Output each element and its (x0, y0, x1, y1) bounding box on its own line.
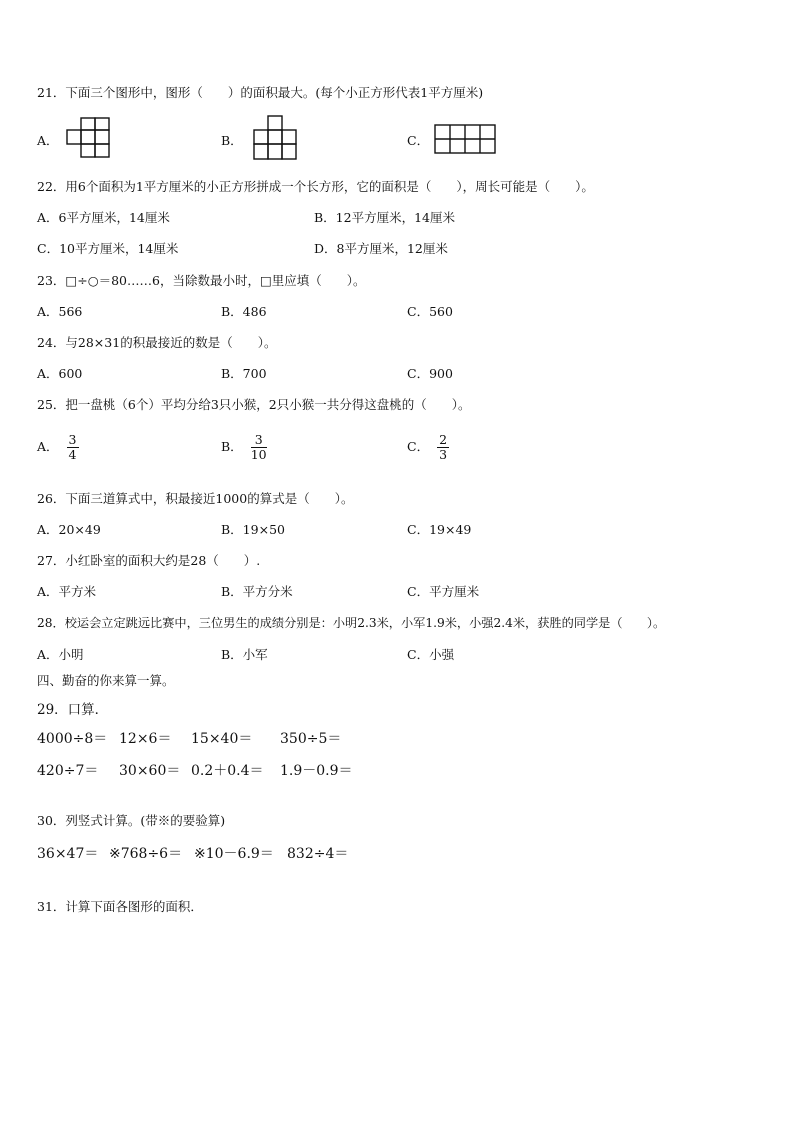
question-29: 29．口算． (37, 702, 109, 718)
oral-calc-item: 4000÷8＝ (37, 731, 108, 747)
question-27: 27．小红卧室的面积大约是28（ ）. (37, 553, 261, 568)
q27-option-b: B．平方分米 (221, 584, 293, 599)
q25-fraction-a (67, 433, 79, 462)
denominator: 10 (250, 447, 267, 462)
q21-figure-a (64, 117, 110, 159)
numerator: 3 (254, 432, 263, 447)
question-30: 30．列竖式计算。(带※的要验算) (37, 813, 226, 828)
oral-calc-item: 12×6＝ (119, 731, 172, 747)
q21-figure-b (252, 115, 298, 161)
vertical-calc-item: ※768÷6＝ (109, 846, 183, 862)
oral-calc-item: 0.2＋0.4＝ (191, 763, 264, 779)
q23-option-b: B．486 (221, 304, 267, 319)
q28-option-a: A．小明 (37, 647, 84, 662)
q25-fraction-c (437, 433, 449, 462)
q21-option-c-label: C． (407, 133, 430, 148)
oral-calc-item: 1.9－0.9＝ (280, 763, 353, 779)
q21-option-a-label: A． (37, 133, 59, 148)
q28-option-c: C．小强 (407, 647, 455, 662)
question-24: 24．与28×31的积最接近的数是（ ）。 (37, 335, 277, 350)
q24-option-c: C．900 (407, 366, 453, 381)
q26-option-b: B．19×50 (221, 522, 285, 537)
question-31: 31．计算下面各图形的面积． (37, 899, 203, 914)
q27-option-c: C．平方厘米 (407, 584, 480, 599)
denominator: 3 (439, 447, 448, 462)
vertical-calc-item: ※10－6.9＝ (194, 846, 274, 862)
numerator: 3 (68, 432, 77, 447)
oral-calc-item: 350÷5＝ (280, 731, 342, 747)
q25-option-a-label: A． (37, 439, 59, 454)
question-22: 22．用6个面积为1平方厘米的小正方形拼成一个长方形，它的面积是（ ），周长可能是（ ）。 (37, 179, 594, 194)
q25-option-c-label: C． (407, 439, 430, 454)
q23-option-c: C．560 (407, 304, 453, 319)
q26-option-c: C．19×49 (407, 522, 472, 537)
q21-figure-c (434, 124, 496, 154)
vertical-calc-item: 832÷4＝ (287, 846, 349, 862)
q22-option-a: A．6平方厘米，14厘米 (37, 210, 170, 225)
denominator: 4 (68, 447, 77, 462)
question-26: 26．下面三道算式中，积最接近1000的算式是（ ）。 (37, 491, 354, 506)
q21-option-b-label: B． (221, 133, 243, 148)
q22-option-c: C．10平方厘米，14厘米 (37, 241, 179, 256)
q22-option-b: B．12平方厘米，14厘米 (314, 210, 455, 225)
oral-calc-item: 30×60＝ (119, 763, 181, 779)
q28-option-b: B．小军 (221, 647, 268, 662)
vertical-calc-item: 36×47＝ (37, 846, 99, 862)
q24-option-a: A．600 (37, 366, 83, 381)
q25-option-b-label: B． (221, 439, 243, 454)
oral-calc-item: 15×40＝ (191, 731, 253, 747)
q26-option-a: A．20×49 (37, 522, 101, 537)
q25-option-a (37, 433, 79, 462)
q24-option-b: B．700 (221, 366, 267, 381)
oral-calc-item: 420÷7＝ (37, 763, 99, 779)
question-25: 25．把一盘桃（6个）平均分给3只小猴，2只小猴一共分得这盘桃的（ ）。 (37, 397, 471, 412)
question-28: 28．校运会立定跳远比赛中，三位男生的成绩分别是：小明2.3米，小军1.9米，小强2.4米，获胜的同学是（ ）。 (37, 616, 666, 630)
q25-fraction-b (251, 433, 267, 462)
numerator: 2 (439, 432, 448, 447)
section-4-title: 四、勤奋的你来算一算。 (37, 673, 175, 688)
q22-option-d: D．8平方厘米，12厘米 (314, 241, 448, 256)
question-21: 21．下面三个图形中，图形（ ）的面积最大。(每个小正方形代表1平方厘米) (37, 85, 484, 100)
q25-option-c (407, 433, 449, 462)
q23-option-a: A．566 (37, 304, 83, 319)
q25-option-b (221, 433, 267, 462)
question-23: 23．□÷○＝80……6，当除数最小时，□里应填（ ）。 (37, 273, 366, 288)
q27-option-a: A．平方米 (37, 584, 97, 599)
